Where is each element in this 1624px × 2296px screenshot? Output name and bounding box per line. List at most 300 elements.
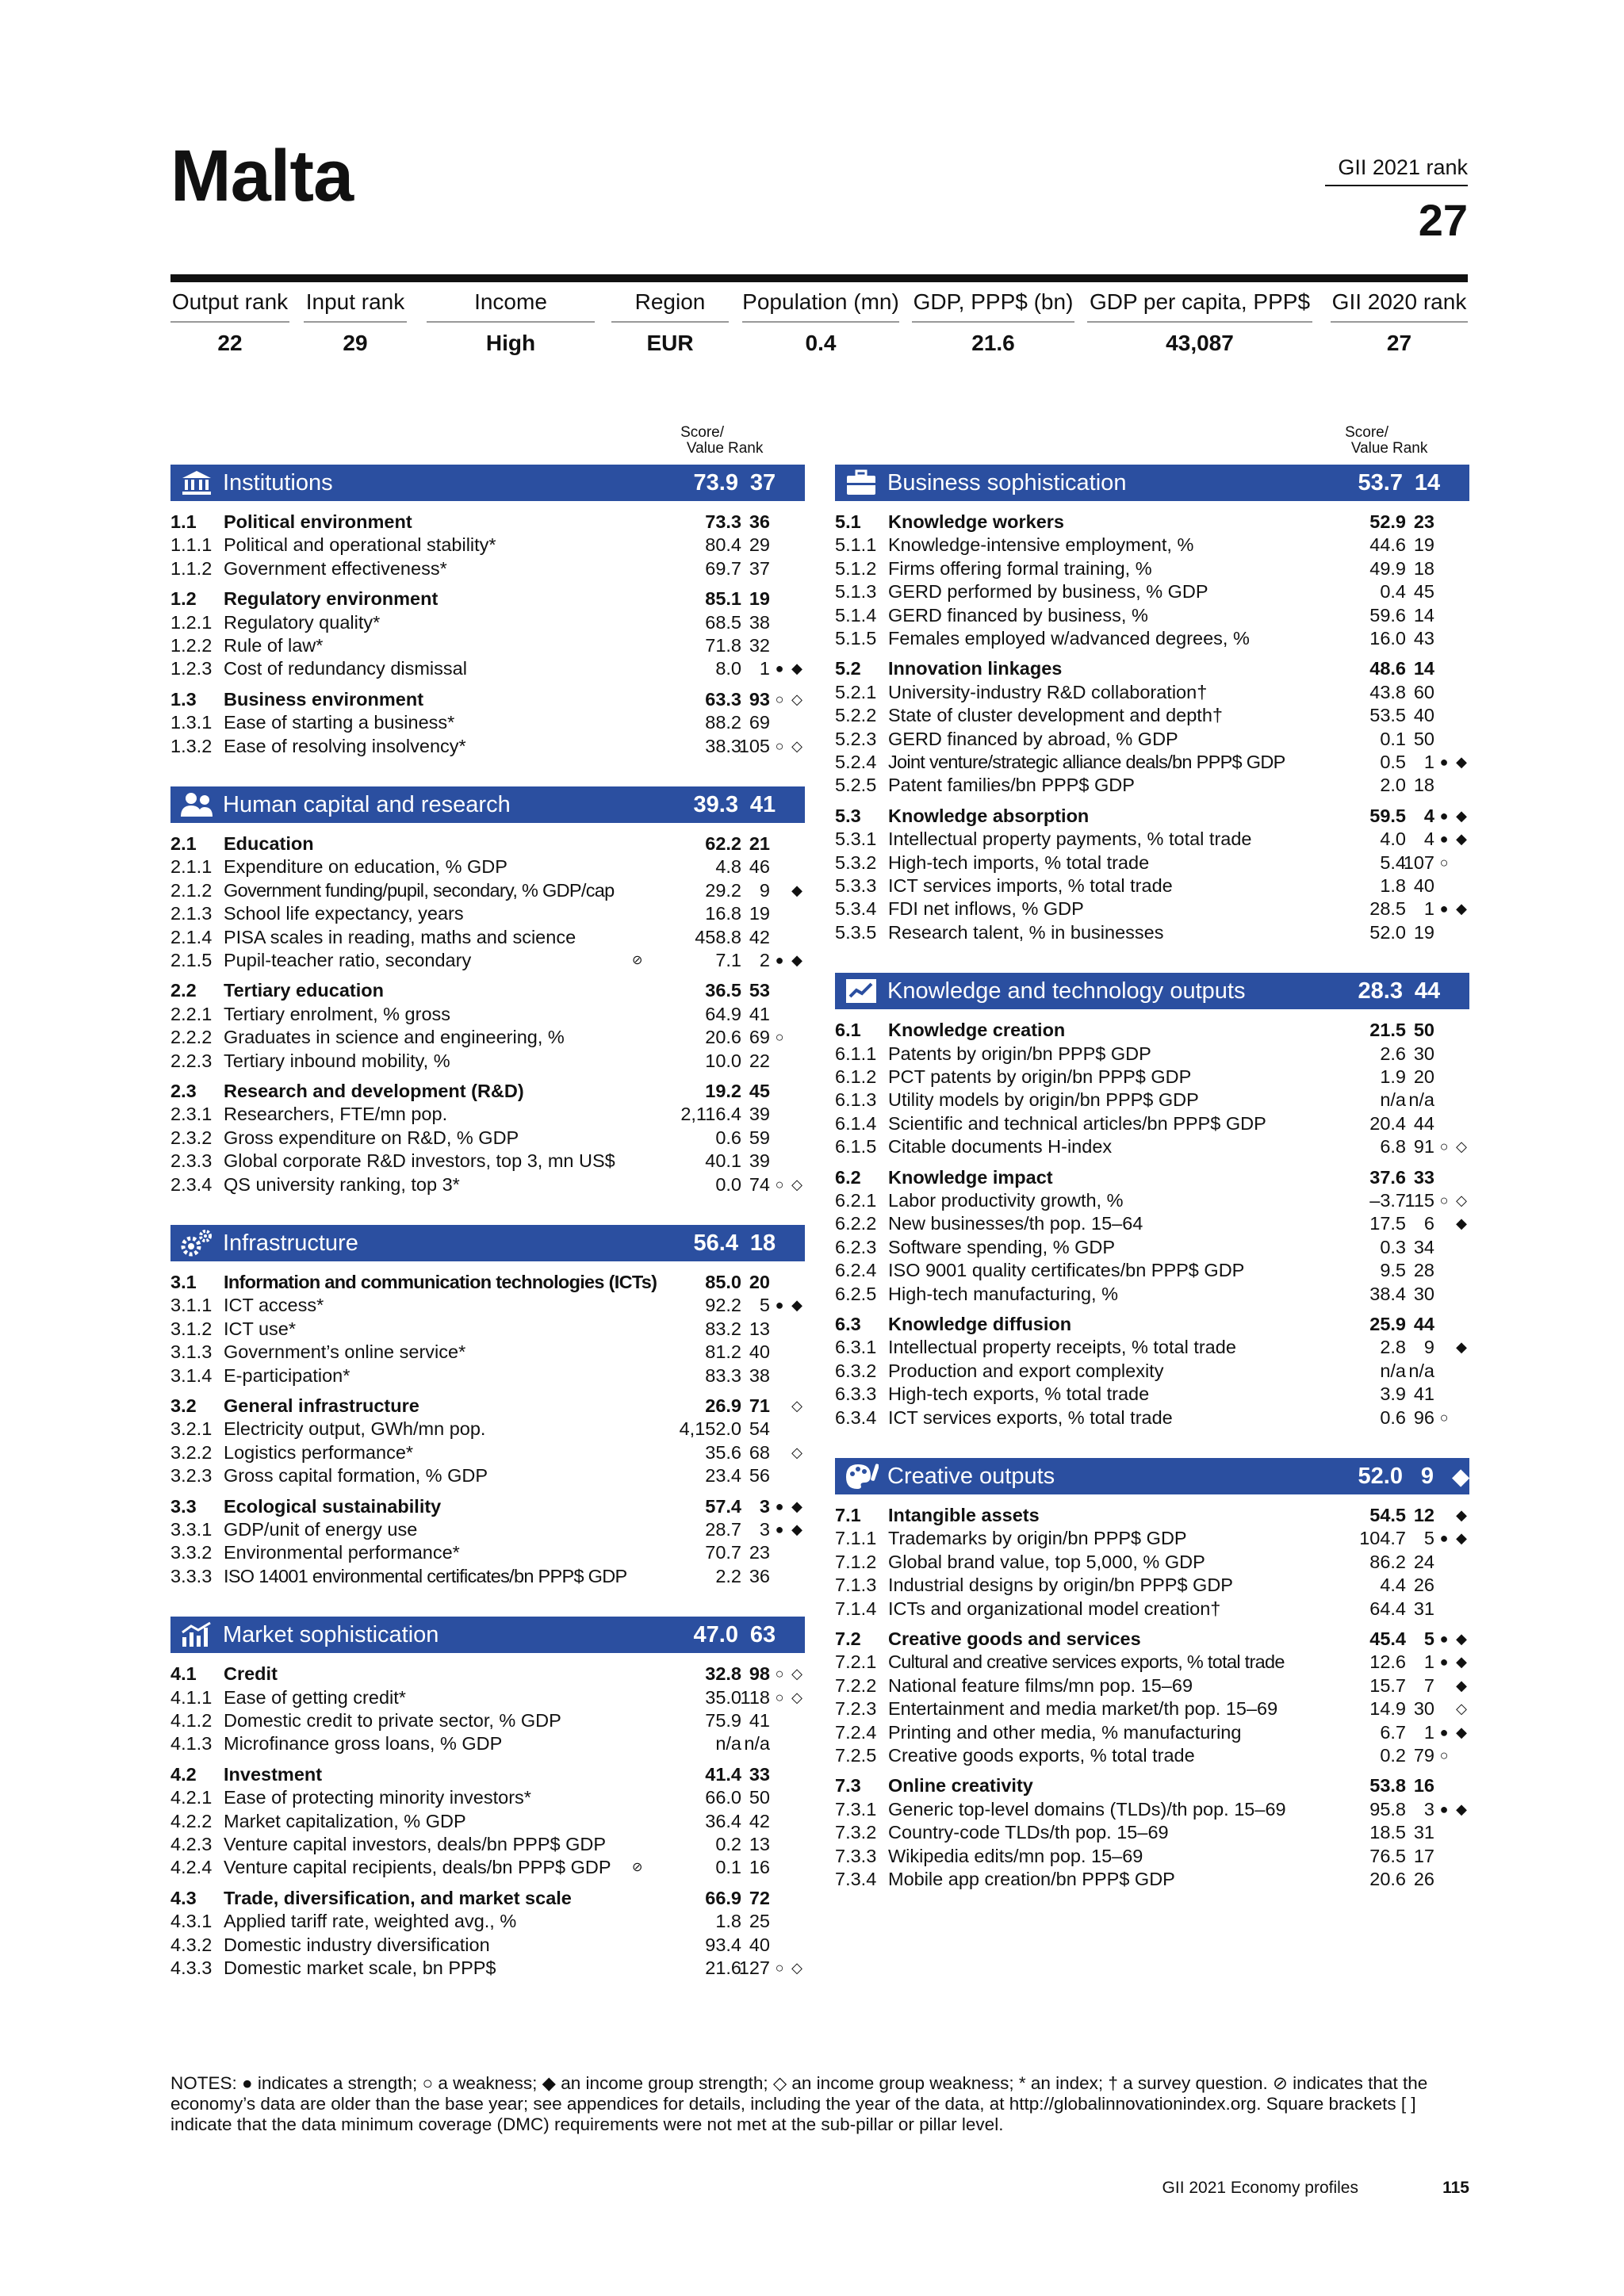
indicator-row (170, 1732, 805, 1755)
indicator-value: 0.1 (1380, 728, 1406, 749)
income-strength-icon: ◆ (1456, 1800, 1467, 1817)
indicator-row (835, 1551, 1469, 1574)
subpillar-row (835, 1504, 1469, 1527)
indicator-code: 2.1.2 (170, 879, 213, 901)
indicator-value: 6.8 (1380, 1136, 1406, 1158)
indicator-value: 57.4 (705, 1495, 741, 1517)
indicator-row (835, 1798, 1469, 1821)
indicator-row (170, 1150, 805, 1173)
indicator-row (835, 1259, 1469, 1282)
indicator-rank: 5 (759, 1295, 770, 1316)
indicator-value: n/a (715, 1733, 741, 1755)
indicator-value: 4.4 (1380, 1575, 1406, 1596)
indicator-name: Expenditure on education, % GDP (224, 856, 508, 878)
indicator-value: 0.6 (715, 1127, 741, 1148)
indicator-value: 20.4 (1369, 1112, 1406, 1134)
indicator-code: 2.3.3 (170, 1150, 213, 1172)
indicator-rank: 5 (1423, 1528, 1434, 1549)
indicator-rank: n/a (1408, 1360, 1434, 1381)
indicator-row (835, 1043, 1469, 1066)
indicator-code: 5.1.5 (835, 628, 877, 649)
income-strength-icon: ◆ (1456, 1530, 1467, 1547)
indicator-name: Knowledge impact (888, 1166, 1053, 1188)
indicator-value: 93.4 (705, 1934, 741, 1955)
indicator-row (835, 1574, 1469, 1597)
indicator-value: 0.5 (1380, 752, 1406, 772)
indicator-code: 5.2.2 (835, 705, 877, 726)
section-creative-outputs (835, 1458, 1469, 1494)
indicator-code: 4.2.4 (170, 1857, 213, 1878)
indicator-code: 2.1.3 (170, 903, 213, 924)
indicator-name: GERD financed by abroad, % GDP (888, 728, 1178, 749)
indicator-code: 6.3 (835, 1314, 861, 1334)
indicator-value: 16.8 (705, 903, 741, 924)
indicator-value: 38.4 (1369, 1283, 1406, 1304)
indicator-rank: 50 (1413, 728, 1434, 749)
indicator-code: 5.3.4 (835, 898, 877, 920)
income-weakness-icon: ◇ (791, 1689, 802, 1705)
indicator-code: 3.2.3 (170, 1465, 213, 1487)
indicator-row (170, 1541, 805, 1564)
indicator-code: 7.3.4 (835, 1869, 877, 1889)
indicator-row (835, 1674, 1469, 1697)
indicator-value: 15.7 (1369, 1674, 1406, 1696)
indicator-code: 5.1.1 (835, 534, 877, 556)
indicator-value: 59.5 (1369, 805, 1406, 826)
indicator-value: 83.3 (705, 1364, 741, 1386)
indicator-code: 4.1.3 (170, 1733, 213, 1755)
indicator-rank: 118 (740, 1686, 770, 1708)
indicator-rank: 53 (749, 980, 770, 1001)
indicator-rank: n/a (744, 1733, 770, 1755)
indicator-name: Information and communication technologies (ICTs) (224, 1272, 657, 1292)
kpi-output-rank (170, 289, 289, 356)
indicator-rank: 4 (1423, 828, 1434, 850)
indicator-value: 29.2 (705, 879, 741, 901)
indicator-row (835, 1066, 1469, 1089)
indicator-rank: 59 (749, 1127, 770, 1148)
indicator-name: Graduates in science and engineering, % (224, 1027, 565, 1048)
indicator-code: 6.2.1 (835, 1190, 877, 1211)
indicator-value: 37.6 (1369, 1166, 1406, 1188)
indicator-value: 66.9 (705, 1887, 741, 1908)
section-title: Creative outputs (887, 1463, 1055, 1489)
indicator-code: 1.3.1 (170, 712, 213, 733)
palette-icon (835, 1462, 887, 1490)
subpillar-row (170, 688, 805, 711)
indicator-rank: 38 (749, 1364, 770, 1386)
indicator-code: 3.2 (170, 1395, 197, 1416)
indicator-name: Ease of protecting minority investors* (224, 1787, 531, 1808)
subpillar-row (835, 1313, 1469, 1336)
page-number: 115 (1442, 2179, 1469, 2197)
old-data-icon: ⊘ (632, 1861, 643, 1875)
indicator-row (835, 1189, 1469, 1212)
indicator-row (835, 604, 1469, 627)
indicator-value: 52.0 (1369, 921, 1406, 943)
income-strength-icon: ◆ (791, 1297, 802, 1314)
weakness-icon: ○ (1439, 1409, 1449, 1425)
kpi-label: Input rank (304, 289, 407, 323)
indicator-value: 10.0 (705, 1050, 741, 1071)
indicator-name: Joint venture/strategic alliance deals/bn PPP$ GDP (888, 752, 1285, 772)
indicator-code: 7.2.2 (835, 1674, 877, 1696)
gii-rank-box (1325, 155, 1468, 246)
indicator-name: Tertiary enrolment, % gross (224, 1003, 451, 1024)
indicator-row (170, 1833, 805, 1856)
indicator-code: 2.1 (170, 833, 197, 854)
indicator-rank: 16 (1413, 1775, 1434, 1797)
section-rank: 18 (749, 1230, 776, 1256)
indicator-value: 38.3 (705, 735, 741, 756)
indicator-code: 1.2.3 (170, 658, 213, 679)
indicator-value: 104.7 (1359, 1528, 1406, 1549)
indicator-row (835, 728, 1469, 751)
strength-icon: ● (1439, 807, 1449, 824)
indicator-value: 53.5 (1369, 705, 1406, 726)
indicator-code: 5.2.3 (835, 728, 877, 749)
indicator-code: 6.2.4 (835, 1260, 877, 1281)
indicator-rank: 22 (749, 1050, 770, 1071)
indicator-value: 4,152.0 (679, 1418, 741, 1440)
indicator-rank: 40 (749, 1341, 770, 1363)
weakness-icon: ○ (1439, 1192, 1449, 1208)
indicator-rank: 5 (1423, 1628, 1434, 1649)
indicator-code: 7.2.4 (835, 1721, 877, 1743)
indicator-rank: 30 (1413, 1043, 1434, 1064)
income-strength-icon: ◆ (1456, 1215, 1467, 1232)
kpi-gii-2020-rank (1331, 289, 1468, 356)
indicator-value: 21.5 (1369, 1020, 1406, 1041)
indicator-rank: 50 (1413, 1020, 1434, 1041)
strength-icon: ● (1439, 754, 1449, 770)
indicator-row (170, 657, 805, 680)
indicator-value: 17.5 (1369, 1213, 1406, 1234)
income-weakness-icon: ◇ (1456, 1138, 1467, 1155)
rank-header: Rank (1392, 440, 1428, 457)
indicator-value: 68.5 (705, 611, 741, 633)
strength-icon: ● (1439, 1654, 1449, 1670)
kpi-gdp-per-capita (1087, 289, 1312, 356)
strength-icon: ● (775, 660, 784, 677)
kpi-value: 22 (217, 331, 243, 355)
indicator-name: Software spending, % GDP (888, 1236, 1116, 1257)
indicator-code: 6.1 (835, 1020, 861, 1041)
indicator-name: Ease of resolving insolvency* (224, 735, 466, 756)
indicator-rank: 34 (1413, 1236, 1434, 1257)
section-title: Institutions (223, 469, 333, 496)
indicator-name: School life expectancy, years (224, 903, 464, 924)
indicator-value: 36.5 (705, 980, 741, 1001)
indicator-rank: 12 (1413, 1505, 1434, 1525)
indicator-rank: 20 (1413, 1066, 1434, 1087)
indicator-name: Government effectiveness* (224, 557, 447, 579)
kpi-label: Income (427, 289, 595, 323)
indicator-name: High-tech manufacturing, % (888, 1283, 1118, 1304)
indicator-rank: 46 (749, 856, 770, 878)
indicator-code: 7.2.3 (835, 1698, 877, 1720)
indicator-value: n/a (1380, 1089, 1406, 1111)
section-score: 56.4 (693, 1230, 738, 1256)
indicator-code: 3.1.1 (170, 1295, 213, 1316)
indicator-name: Knowledge creation (888, 1020, 1066, 1041)
kpi-value: 27 (1386, 331, 1412, 355)
indicator-rank: 23 (1413, 511, 1434, 532)
indicator-name: Patents by origin/bn PPP$ GDP (888, 1043, 1151, 1064)
indicator-name: Government’s online service* (224, 1341, 466, 1363)
indicator-code: 1.3.2 (170, 735, 213, 756)
indicator-rank: 68 (749, 1441, 770, 1463)
indicator-code: 7.2 (835, 1628, 861, 1649)
kpi-label: Output rank (170, 289, 289, 323)
indicator-name: Applied tariff rate, weighted avg., % (224, 1911, 517, 1932)
kpi-value: 0.4 (805, 331, 837, 355)
indicator-rank: 20 (749, 1272, 770, 1292)
indicator-code: 4.3.2 (170, 1934, 213, 1955)
subpillar-row (170, 1495, 805, 1518)
indicator-name: Electricity output, GWh/mn pop. (224, 1418, 486, 1440)
section-score: 53.7 (1358, 469, 1403, 496)
indicator-row (835, 1845, 1469, 1868)
indicator-value: 12.6 (1369, 1651, 1406, 1673)
section-score: 39.3 (693, 791, 738, 817)
indicator-value: 80.4 (705, 534, 741, 556)
indicator-code: 7.1.4 (835, 1598, 877, 1619)
indicator-name: Ease of getting credit* (224, 1686, 406, 1708)
indicator-name: Credit (224, 1663, 278, 1685)
indicator-row (835, 1697, 1469, 1720)
indicator-row (835, 1360, 1469, 1383)
indicator-rank: 1 (1423, 752, 1434, 772)
indicator-row (835, 921, 1469, 944)
indicator-value: 44.6 (1369, 534, 1406, 556)
indicator-name: Researchers, FTE/mn pop. (224, 1104, 448, 1125)
indicator-name: Education (224, 833, 314, 854)
indicator-value: 59.6 (1369, 604, 1406, 626)
indicator-rank: 1 (1423, 1721, 1434, 1743)
indicator-rank: 7 (1423, 1674, 1434, 1696)
footer-title: GII 2021 Economy profiles (1162, 2179, 1358, 2197)
kpi-label: GII 2020 rank (1331, 289, 1468, 323)
indicator-value: 35.6 (705, 1441, 741, 1463)
indicator-row (170, 557, 805, 580)
income-strength-icon: ◆ (1456, 1631, 1467, 1647)
score-header: Score/ (680, 424, 724, 441)
section-title: Infrastructure (223, 1230, 358, 1256)
indicator-code: 1.2.2 (170, 635, 213, 656)
indicator-name: Printing and other media, % manufacturing (888, 1721, 1242, 1743)
kpi-gdp (912, 289, 1074, 356)
indicator-name: Cost of redundancy dismissal (224, 658, 467, 679)
indicator-value: 85.0 (705, 1272, 741, 1292)
indicator-code: 6.3.3 (835, 1383, 877, 1405)
indicator-name: ISO 9001 quality certificates/bn PPP$ GDP (888, 1260, 1245, 1281)
indicator-value: 16.0 (1369, 628, 1406, 649)
indicator-code: 5.2.4 (835, 752, 877, 772)
indicator-code: 7.2.1 (835, 1651, 877, 1673)
notes: NOTES: ● indicates a strength; ○ a weakness; ◆ an income group strength; ◇ an income group weakness; * an index; † a survey question. ⊘ indicates that the economy’s data are older than the base year; see appendices for details, including the year of the data, at http://globalinnovationindex.org. Square brackets [ ] indicate that the data minimum coverage (DMC) requirements were not met at the sub-pillar or pillar level. (170, 2073, 1428, 2134)
indicator-name: Utility models by origin/bn PPP$ GDP (888, 1089, 1199, 1111)
indicator-row (835, 1744, 1469, 1767)
income-strength-icon: ◆ (791, 1521, 802, 1537)
indicator-name: Intellectual property receipts, % total trade (888, 1337, 1236, 1358)
indicator-value: 28.7 (705, 1519, 741, 1540)
indicator-code: 4.2.3 (170, 1834, 213, 1854)
indicator-row (835, 627, 1469, 650)
indicator-code: 1.2.1 (170, 611, 213, 633)
subpillar-row (170, 1080, 805, 1103)
indicator-name: Venture capital investors, deals/bn PPP$ GDP (224, 1834, 607, 1854)
indicator-code: 7.3.2 (835, 1822, 877, 1843)
indicator-name: E-participation* (224, 1364, 350, 1386)
indicator-row (170, 1464, 805, 1487)
indicator-value: 28.5 (1369, 898, 1406, 920)
kpi-region (611, 289, 729, 356)
subpillar-row (170, 1395, 805, 1418)
indicator-name: National feature films/mn pop. 15–69 (888, 1674, 1193, 1696)
section-score: 28.3 (1358, 978, 1403, 1004)
weakness-icon: ○ (1439, 1138, 1449, 1155)
indicator-value: 0.4 (1380, 581, 1406, 603)
indicator-name: GERD performed by business, % GDP (888, 581, 1208, 603)
weakness-icon: ○ (1439, 1747, 1449, 1763)
indicator-value: 43.8 (1369, 681, 1406, 702)
indicator-name: Scientific and technical articles/bn PPP$ GDP (888, 1112, 1266, 1134)
indicator-code: 7.2.5 (835, 1745, 877, 1766)
indicator-code: 4.1 (170, 1663, 197, 1685)
indicator-name: ISO 14001 environmental certificates/bn PPP$ GDP (224, 1565, 627, 1586)
indicator-value: 0.6 (1380, 1406, 1406, 1428)
subpillar-row (170, 511, 805, 534)
indicator-code: 3.3.2 (170, 1542, 213, 1563)
indicator-name: High-tech imports, % total trade (888, 851, 1150, 873)
indicator-rank: 96 (1413, 1406, 1434, 1428)
income-strength-icon: ◆ (1456, 901, 1467, 917)
indicator-row (835, 1283, 1469, 1306)
income-strength-icon: ◆ (791, 660, 802, 677)
section-infrastructure (170, 1225, 805, 1261)
indicator-rank: 74 (749, 1173, 770, 1195)
indicator-rank: 18 (1413, 775, 1434, 796)
indicator-name: Research and development (R&D) (224, 1081, 524, 1101)
indicator-rank: 69 (749, 1027, 770, 1048)
briefcase-icon (835, 469, 887, 496)
indicator-code: 1.1 (170, 511, 197, 532)
section-title: Market sophistication (223, 1621, 439, 1647)
indicator-rank: 1 (1423, 898, 1434, 920)
indicator-rank: 25 (749, 1911, 770, 1932)
subpillar-row (170, 1271, 805, 1294)
strength-icon: ● (1439, 831, 1449, 848)
indicator-name: Knowledge diffusion (888, 1314, 1072, 1334)
subpillar-row (170, 832, 805, 855)
indicator-rank: 24 (1413, 1551, 1434, 1572)
section-institutions (170, 465, 805, 501)
indicator-name: Political environment (224, 511, 412, 532)
weakness-icon: ○ (775, 1029, 784, 1046)
indicator-name: Tertiary inbound mobility, % (224, 1050, 450, 1071)
indicator-name: PISA scales in reading, maths and science (224, 926, 576, 947)
indicator-code: 1.3 (170, 688, 197, 710)
indicator-value: 0.2 (1380, 1745, 1406, 1766)
indicator-value: 40.1 (705, 1150, 741, 1172)
section-rank: 9 (1420, 1463, 1434, 1489)
section-score: 73.9 (693, 469, 738, 496)
indicator-value: 25.9 (1369, 1314, 1406, 1334)
indicator-name: Trademarks by origin/bn PPP$ GDP (888, 1528, 1187, 1549)
income-strength-icon: ◆ (1456, 1339, 1467, 1356)
indicator-rank: 69 (749, 712, 770, 733)
indicator-value: 41.4 (705, 1763, 741, 1785)
income-weakness-icon: ◇ (791, 1176, 802, 1192)
subpillar-row (170, 1887, 805, 1910)
people-icon (170, 791, 223, 818)
indicator-row (835, 557, 1469, 580)
section-business-sophistication (835, 465, 1469, 501)
gears-icon (170, 1229, 223, 1257)
indicator-code: 7.1 (835, 1505, 861, 1525)
indicator-value: 63.3 (705, 688, 741, 710)
indicator-row (170, 1518, 805, 1541)
indicator-name: Domestic industry diversification (224, 1934, 490, 1955)
indicator-row (170, 711, 805, 734)
indicator-row (835, 1406, 1469, 1429)
indicator-name: Environmental performance* (224, 1542, 460, 1563)
indicator-value: 54.5 (1369, 1505, 1406, 1525)
section-rank: 37 (749, 469, 776, 496)
indicator-rank: 44 (1413, 1112, 1434, 1134)
weakness-icon: ○ (775, 1960, 784, 1976)
indicator-code: 1.1.1 (170, 534, 213, 556)
indicator-name: Cultural and creative services exports, % total trade (888, 1651, 1285, 1673)
indicator-name: Creative goods exports, % total trade (888, 1745, 1195, 1766)
indicator-name: University-industry R&D collaboration† (888, 681, 1208, 702)
indicator-rank: 39 (749, 1150, 770, 1172)
weakness-icon: ○ (775, 1176, 784, 1192)
indicator-rank: 33 (749, 1763, 770, 1785)
income-strength-icon: ◆ (791, 1498, 802, 1514)
indicator-value: 2.8 (1380, 1337, 1406, 1358)
kpi-label: Region (611, 289, 729, 323)
indicator-row (170, 1686, 805, 1709)
indicator-value: 26.9 (705, 1395, 741, 1416)
indicator-name: Intellectual property payments, % total trade (888, 828, 1252, 850)
indicator-name: Research talent, % in businesses (888, 921, 1164, 943)
indicator-rank: 91 (1413, 1136, 1434, 1158)
indicator-row (170, 1003, 805, 1026)
indicator-value: 8.0 (715, 658, 741, 679)
income-weakness-icon: ◇ (791, 737, 802, 754)
indicator-value: 1.8 (1380, 875, 1406, 896)
indicator-name: Knowledge-intensive employment, % (888, 534, 1194, 556)
score-header: Score/ (1345, 424, 1388, 441)
section-rank: 44 (1414, 978, 1441, 1004)
indicator-value: 1.8 (715, 1911, 741, 1932)
gii-rank-value: 27 (1418, 195, 1468, 245)
strength-icon: ● (1439, 1530, 1449, 1547)
indicator-rank: n/a (1408, 1089, 1434, 1111)
subpillar-row (835, 1628, 1469, 1651)
indicator-value: 458.8 (695, 926, 741, 947)
indicator-code: 3.1.4 (170, 1364, 213, 1386)
indicator-code: 5.3.2 (835, 851, 877, 873)
indicator-name: New businesses/th pop. 15–64 (888, 1213, 1143, 1234)
indicator-name: Ecological sustainability (224, 1495, 442, 1517)
indicator-name: Innovation linkages (888, 658, 1063, 679)
weakness-icon: ○ (775, 691, 784, 707)
indicator-row (835, 534, 1469, 557)
indicator-value: 3.9 (1380, 1383, 1406, 1405)
